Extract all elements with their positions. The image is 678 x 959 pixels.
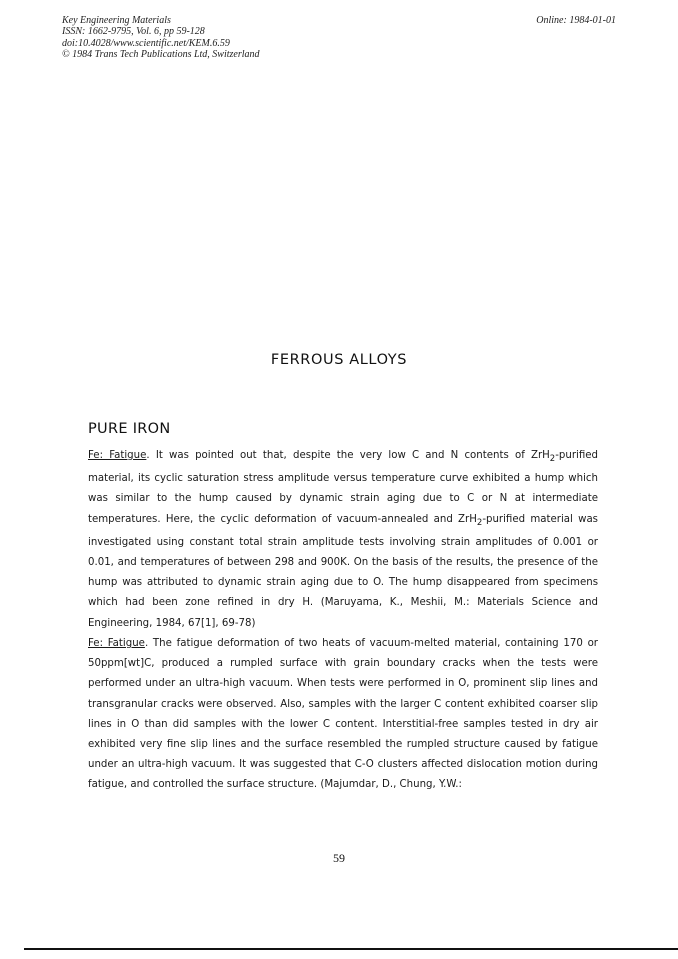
issn-line: ISSN: 1662-9795, Vol. 6, pp 59-128 (62, 26, 205, 38)
entry-lead: Fe: Fatigue (88, 637, 145, 649)
subscript: 2 (476, 517, 483, 528)
footer-rule (24, 948, 678, 950)
journal-name: Key Engineering Materials (62, 15, 171, 26)
paragraph-text: . It was pointed out that, despite the very low C and N contents of ZrH (146, 450, 550, 461)
paragraph-text: -purified material was investigated using constant total strain amplitude tests involving strain amplitudes of 0.001 or 0.01, and temperatures of between 298 and 900K. On the basis of the results, the presence of the hump was attributed to dynamic strain aging due to O. The hump disappeared from specimens which had been zone refined in dry H. (Maruyama, K., Meshii, M.: Materials Science and Engineering, 1984, 67[1], 69-78) (88, 513, 598, 629)
section-title: FERROUS ALLOYS (270, 352, 408, 368)
doi-line: doi:10.4028/www.scientific.net/KEM.6.59 (62, 37, 230, 49)
copyright-line: © 1984 Trans Tech Publications Ltd, Switzerland (62, 48, 260, 60)
journal-header (62, 15, 260, 60)
paragraph-text: . The fatigue deformation of two heats of vacuum-melted material, containing 170 or 50ppm[wt]C, produced a rumpled surface with grain boundary cracks when the tests were performed under an ultra-high vacuum. When tests were performed in O, prominent slip lines and transgranular cracks were observed. Also, samples with the larger C content exhibited coarser slip lines in O than did samples with the lower C content. Interstitial-free samples tested in dry air exhibited very fine slip lines and the surface resembled the rumpled structure caused by fatigue under an ultra-high vacuum. It was suggested that C-O clusters affected dislocation motion during fatigue, and controlled the surface structure. (Majumdar, D., Chung, Y.W.: (88, 637, 598, 791)
paragraph-text: -purified material, its cyclic saturation stress amplitude versus temperature curve exhibited a hump which was similar to the hump caused by dynamic strain aging due to C or N at intermediate temperatures. Here, the cyclic deformation of vacuum-annealed and ZrH (88, 450, 598, 525)
subscript: 2 (549, 454, 556, 465)
article-body (88, 446, 598, 796)
online-date: Online: 1984-01-01 (536, 15, 616, 26)
entry-lead: Fe: Fatigue (88, 450, 147, 461)
page-number: 59 (333, 851, 345, 865)
abstract-paragraph (88, 446, 598, 634)
subsection-title: PURE IRON (88, 421, 171, 437)
abstract-paragraph (88, 634, 598, 796)
